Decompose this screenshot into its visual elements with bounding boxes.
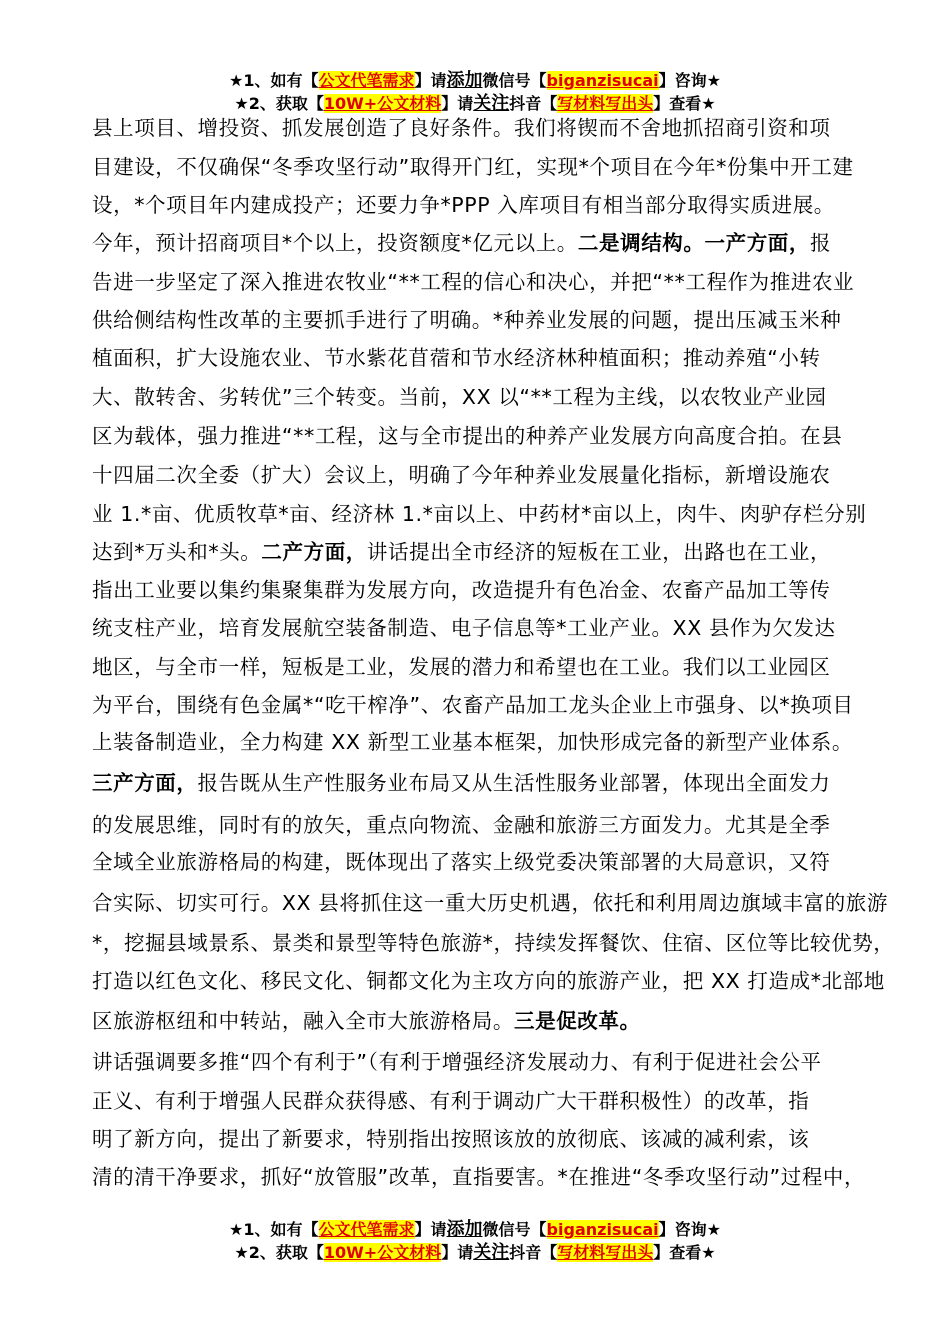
text-segment: 的发展思维，同时有的放矢，重点向物流、金融和旅游三方面发力。尤其是全季 bbox=[92, 813, 831, 837]
banner-underline: 添加 bbox=[446, 1219, 483, 1240]
header-banner-line-2 bbox=[0, 93, 950, 115]
text-line bbox=[92, 1164, 865, 1190]
text-segment: 达到*万头和*头。 bbox=[92, 540, 262, 564]
banner-text: 】请 bbox=[441, 94, 474, 113]
text-line bbox=[92, 192, 835, 218]
text-line bbox=[92, 930, 894, 956]
banner-text: ★1、如有【 bbox=[229, 1220, 319, 1239]
banner-highlight: 公文代笔需求 bbox=[318, 1220, 415, 1239]
banner-highlight: biganzisucai bbox=[546, 71, 659, 90]
text-segment: 全域全业旅游格局的构建，既体现出了落实上级党委决策部署的大局意识，又符 bbox=[92, 850, 831, 874]
text-line bbox=[92, 729, 853, 755]
text-segment: 目建设，不仅确保“冬季攻坚行动”取得开门红，实现*个项目在今年*份集中开工建 bbox=[92, 155, 854, 179]
text-segment: 县上项目、增投资、抓发展创造了良好条件。我们将锲而不舍地抓招商引资和项 bbox=[92, 116, 831, 140]
text-segment: 大、散转舍、劣转优”三个转变。当前，XX 以“**工程为主线，以农牧业产业园 bbox=[92, 385, 827, 409]
banner-highlight: 10W+公文材料 bbox=[323, 1243, 442, 1262]
banner-underline: 关注 bbox=[473, 1242, 510, 1263]
text-line bbox=[92, 539, 831, 565]
text-segment: 指出工业要以集约集聚集群为发展方向，改造提升有色冶金、农畜产品加工等传 bbox=[92, 578, 831, 602]
text-line bbox=[92, 770, 831, 796]
banner-highlight: 写材料写出头 bbox=[557, 1243, 654, 1262]
banner-highlight: biganzisucai bbox=[546, 1220, 659, 1239]
banner-text: 】请 bbox=[414, 71, 447, 90]
text-line bbox=[92, 1049, 822, 1075]
text-segment: 地区，与全市一样，短板是工业，发展的潜力和希望也在工业。我们以工业园区 bbox=[92, 655, 831, 679]
banner-text: ★2、获取【 bbox=[234, 1243, 324, 1262]
text-segment: 供给侧结构性改革的主要抓手进行了明确。*种养业发展的问题，提出压减玉米种 bbox=[92, 308, 842, 332]
text-segment: 合实际、切实可行。XX 县将抓住这一重大历史机遇，依托和利用周边旗域丰富的旅游 bbox=[92, 891, 889, 915]
text-line bbox=[92, 154, 854, 180]
bold-text: 二产方面， bbox=[261, 540, 367, 564]
text-line bbox=[92, 1088, 809, 1114]
banner-text: 】咨询★ bbox=[658, 1220, 721, 1239]
text-line bbox=[92, 1008, 641, 1034]
text-line bbox=[92, 968, 885, 994]
text-line bbox=[92, 501, 866, 527]
text-line bbox=[92, 115, 831, 141]
text-segment: 为平台，围绕有色金属*“吃干榨净”、农畜产品加工龙头企业上市强身、以*换项目 bbox=[92, 693, 854, 717]
text-segment: 告进一步坚定了深入推进农牧业“**工程的信心和决心，并把“**工程作为推进农业 bbox=[92, 270, 855, 294]
text-segment: 业 1.*亩、优质牧草*亩、经济林 1.*亩以上、中药材*亩以上，肉牛、肉驴存栏分别 bbox=[92, 502, 867, 526]
text-segment: 讲话提出全市经济的短板在工业，出路也在工业， bbox=[366, 540, 832, 564]
bold-text: 三产方面， bbox=[92, 771, 198, 795]
text-segment: 今年，预计招商项目*个以上，投资额度*亿元以上。 bbox=[92, 231, 578, 255]
text-line bbox=[92, 423, 842, 449]
banner-text: 】请 bbox=[414, 1220, 447, 1239]
text-line bbox=[92, 812, 831, 838]
text-segment: 打造以红色文化、移民文化、铜都文化为主攻方向的旅游产业，把 XX 打造成*北部地 bbox=[92, 969, 885, 993]
banner-text: 】请 bbox=[441, 1243, 474, 1262]
text-line bbox=[92, 615, 836, 641]
banner-text: 微信号【 bbox=[482, 71, 547, 90]
text-line bbox=[92, 384, 827, 410]
banner-text: 抖音【 bbox=[509, 94, 558, 113]
banner-text: 抖音【 bbox=[509, 1243, 558, 1262]
text-segment: 明了新方向，提出了新要求，特别指出按照该放的放彻底、该减的减利索，该 bbox=[92, 1127, 810, 1151]
banner-text: 】查看★ bbox=[653, 1243, 716, 1262]
text-line bbox=[92, 307, 841, 333]
text-segment: *，挖掘县域景系、景类和景型等特色旅游*，持续发挥餐饮、住宿、区位等比较优势， bbox=[92, 931, 895, 955]
text-segment: 区为载体，强力推进“**工程，这与全市提出的种养产业发展方向高度合拍。在县 bbox=[92, 424, 843, 448]
footer-banner-line-1 bbox=[0, 1219, 950, 1241]
banner-text: 】咨询★ bbox=[658, 71, 721, 90]
text-line bbox=[92, 577, 831, 603]
banner-text: ★1、如有【 bbox=[229, 71, 319, 90]
text-line bbox=[92, 345, 821, 371]
text-line bbox=[92, 462, 831, 488]
text-segment: 十四届二次全委（扩大）会议上，明确了今年种养业发展量化指标，新增设施农 bbox=[92, 463, 831, 487]
text-line bbox=[92, 269, 854, 295]
text-segment: 报告既从生产性服务业布局又从生活性服务业部署，体现出全面发力 bbox=[197, 771, 831, 795]
text-line bbox=[92, 654, 831, 680]
banner-underline: 添加 bbox=[446, 70, 483, 91]
text-segment: 上装备制造业，全力构建 XX 新型工业基本框架，加快形成完备的新型产业体系。 bbox=[92, 730, 853, 754]
text-segment: 植面积，扩大设施农业、节水紫花苜蓿和节水经济林种植面积；推动养殖“小转 bbox=[92, 346, 821, 370]
text-line bbox=[92, 849, 831, 875]
banner-highlight: 写材料写出头 bbox=[557, 94, 654, 113]
header-banner-line-1 bbox=[0, 70, 950, 92]
text-segment: 正义、有利于增强人民群众获得感、有利于调动广大干群积极性）的改革，指 bbox=[92, 1089, 810, 1113]
text-segment: 区旅游枢纽和中转站，融入全市大旅游格局。 bbox=[92, 1009, 514, 1033]
banner-text: 】查看★ bbox=[653, 94, 716, 113]
banner-text: ★2、获取【 bbox=[234, 94, 324, 113]
banner-underline: 关注 bbox=[473, 93, 510, 114]
text-segment: 统支柱产业，培育发展航空装备制造、电子信息等*工业产业。XX 县作为欠发达 bbox=[92, 616, 836, 640]
text-segment: 设，*个项目年内建成投产；还要力争*PPP 入库项目有相当部分取得实质进展。 bbox=[92, 193, 835, 217]
bold-text: 二是调结构。一产方面， bbox=[577, 231, 811, 255]
banner-highlight: 公文代笔需求 bbox=[318, 71, 415, 90]
text-segment: 讲话强调要多推“四个有利于”（有利于增强经济发展动力、有利于促进社会公平 bbox=[92, 1050, 822, 1074]
text-line bbox=[92, 230, 831, 256]
text-line bbox=[92, 692, 854, 718]
text-segment: 报 bbox=[810, 231, 832, 255]
text-line bbox=[92, 1126, 809, 1152]
bold-text: 三是促改革。 bbox=[514, 1009, 641, 1033]
text-line bbox=[92, 890, 888, 916]
banner-text: 微信号【 bbox=[482, 1220, 547, 1239]
banner-highlight: 10W+公文材料 bbox=[323, 94, 442, 113]
footer-banner-line-2 bbox=[0, 1242, 950, 1264]
text-segment: 清的清干净要求，抓好“放管服”改革，直指要害。*在推进“冬季攻坚行动”过程中， bbox=[92, 1165, 866, 1189]
